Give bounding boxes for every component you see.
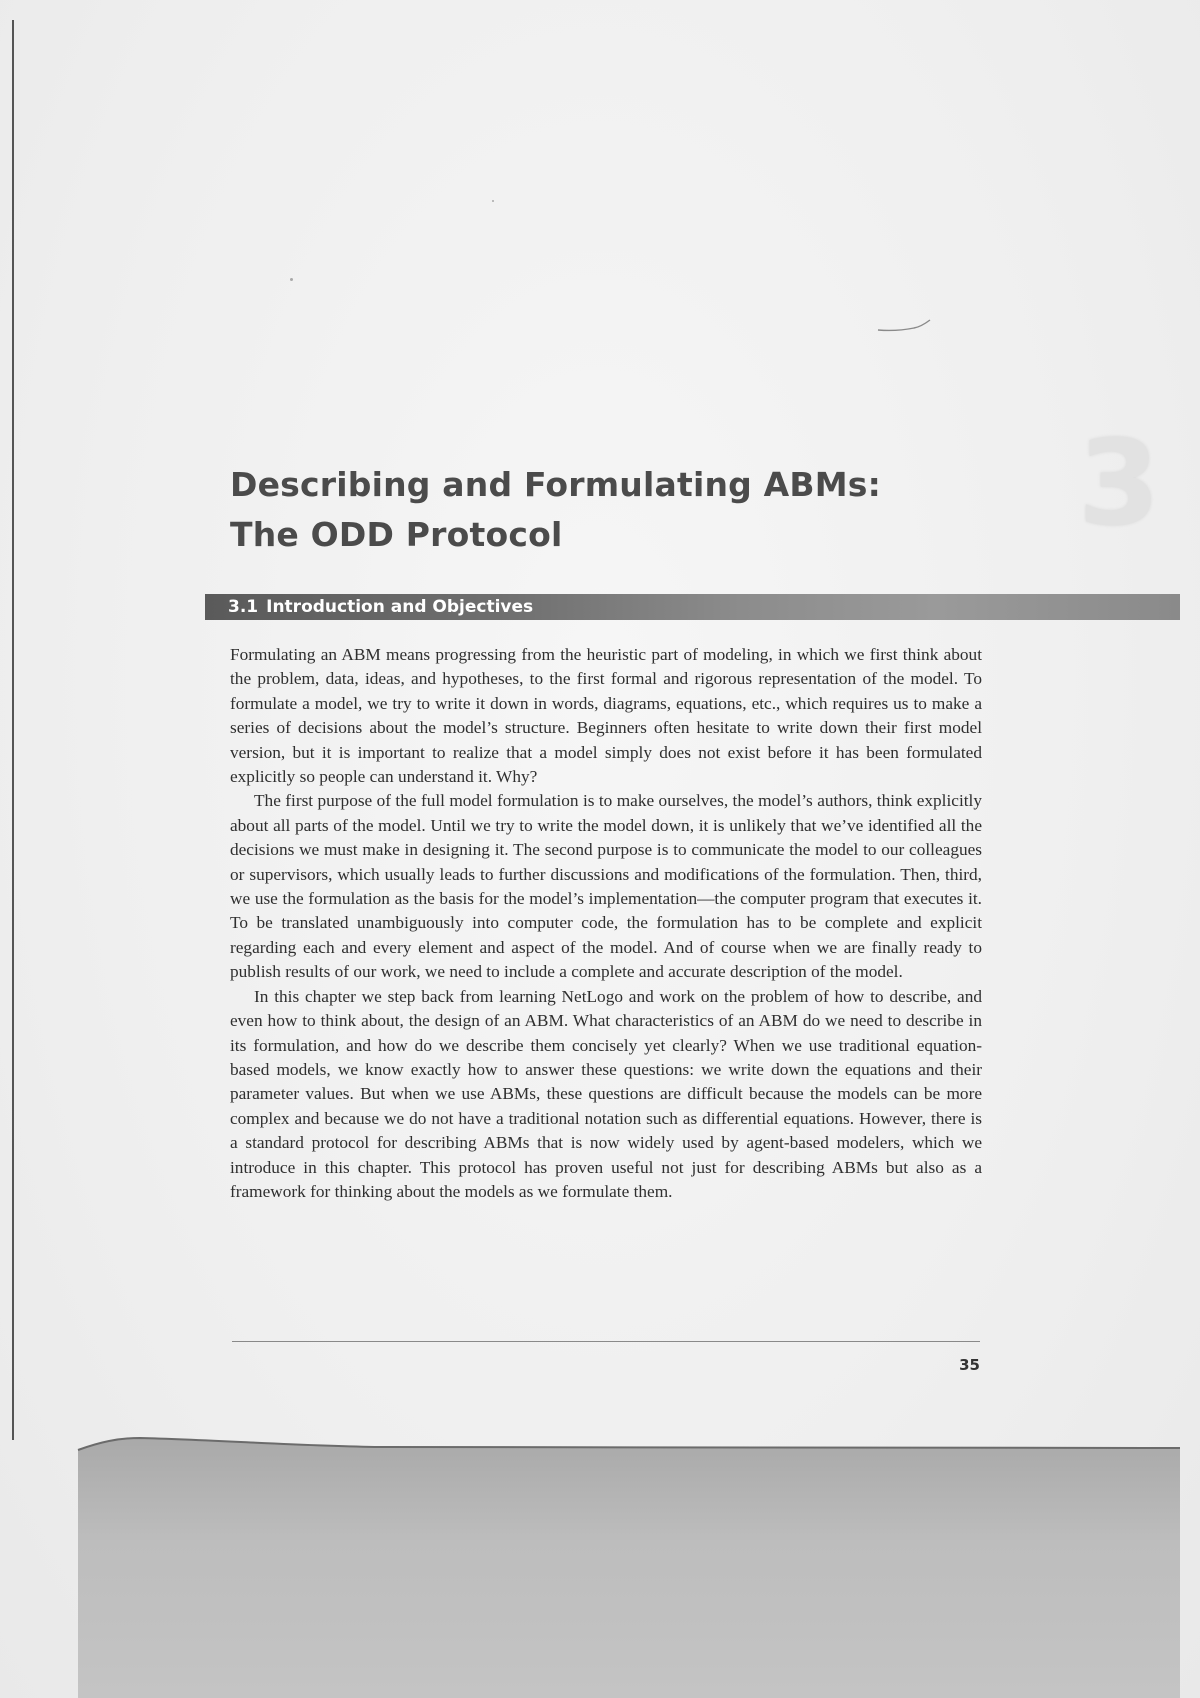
paragraph: The first purpose of the full model formulation is to make ourselves, the model’s authors, think explicitly about all parts of the model. Until we try to write the model down, it is unlikely that we’ve identified all the decisions we must make in designing it. The second purpose is to communicate the model to our colleagues or supervisors, which usually leads to further discussions and modifications of the formulation. Then, third, we use the formulation as the basis for the model’s implementation—the computer program that executes it. To be translated unambiguously into computer code, the formulation has to be complete and explicit regarding each and every element and aspect of the model. And of course when we are finally ready to publish results of our work, we need to include a complete and accurate description of the model. xyxy=(230,791,982,982)
scan-edge-line xyxy=(12,20,14,1440)
footer-rule xyxy=(232,1341,980,1342)
body-text xyxy=(230,643,982,1204)
paragraph: In this chapter we step back from learning NetLogo and work on the problem of how to describe, and even how to think about, the design of an ABM. What characteristics of an ABM do we need to describe in its formulation, and how do we describe them concisely yet clearly? When we use traditional equation-based models, we know exactly how to answer these questions: we write down the equations and their parameter values. But when we use ABMs, these questions are difficult because the models can be more complex and because we do not have a traditional notation such as differential equations. However, there is a standard protocol for describing ABMs that is now widely used by agent-based modelers, which we introduce in this chapter. This protocol has proven useful not just for describing ABMs but also as a framework for thinking about the models as we formulate them. xyxy=(230,986,982,1201)
section-heading xyxy=(228,596,533,618)
chapter-title xyxy=(230,460,930,560)
chapter-number: 3 xyxy=(1078,414,1161,552)
page-number: 35 xyxy=(959,1356,980,1374)
scan-bottom-shadow xyxy=(0,1428,1200,1698)
chapter-title-line-2: The ODD Protocol xyxy=(230,515,563,554)
section-number: 3.1 xyxy=(228,597,259,617)
scan-speck xyxy=(492,200,494,202)
scan-speck xyxy=(290,278,293,281)
section-title: Introduction and Objectives xyxy=(266,597,534,617)
paragraph: Formulating an ABM means progressing from the heuristic part of modeling, in which we first think about the problem, data, ideas, and hypotheses, to the first formal and rigorous representation of the model. To formulate a model, we try to write it down in words, diagrams, equations, etc., which requires us to make a series of decisions about the model’s structure. Beginners often hesitate to write down their first model version, but it is important to realize that a model simply does not exist before it has been formulated explicitly so people can understand it. Why? xyxy=(230,645,982,787)
chapter-title-line-1: Describing and Formulating ABMs: xyxy=(230,465,882,504)
pen-mark xyxy=(876,318,932,332)
